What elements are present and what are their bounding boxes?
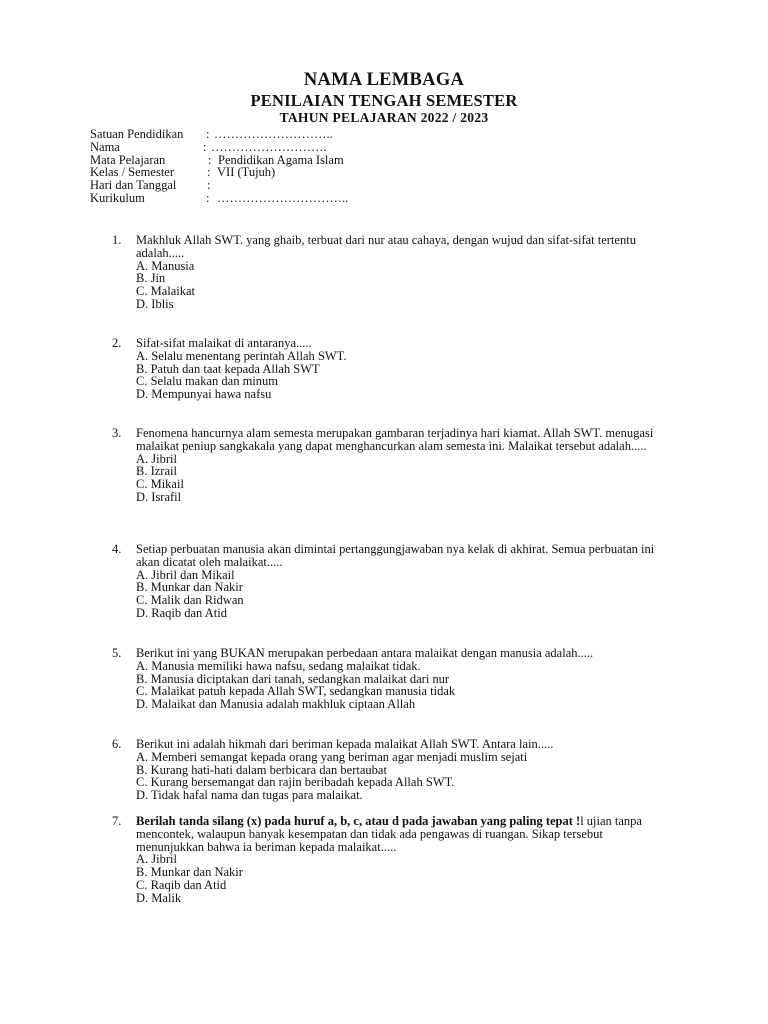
question-stem: Makhluk Allah SWT. yang ghaib, terbuat dari nur atau cahaya, dengan wujud dan sifat-sifat tertentu adalah..... [136,233,636,260]
question-number: 6. [112,737,122,751]
info-colon: : [203,139,207,154]
question-stem: Berilah tanda silang (x) pada huruf a, b, c, atau d pada jawaban yang paling tepat !l ujian tanpa mencontek, walaupun banyak kesempatan dan tidak ada pengawas di ruangan. Sikap tersebut menunjukkan bahwa ia beriman kepada malaikat..... [136,814,642,854]
option-c: C. Malaikat [136,284,196,299]
option-d: D. Israfil [136,489,182,504]
option-a: A. Manusia [136,258,195,273]
option-d: D. Iblis [136,296,174,311]
option-b: B. Munkar dan Nakir [136,580,243,595]
option-b: B. Jin [136,271,166,286]
info-label: Mata Pelajaran [90,152,166,167]
option-a: A. Jibril [136,451,177,466]
info-label: Kurikulum [90,190,145,205]
question-number: 4. [112,542,122,556]
question-stem: Berikut ini adalah hikmah dari beriman kepada malaikat Allah SWT. Antara lain..... [136,737,554,751]
info-label: Satuan Pendidikan [90,127,184,141]
instruction-text: Berilah tanda silang (x) pada huruf a, b, c, atau d pada jawaban yang paling tepat ! [136,814,581,828]
question-1 [112,234,672,311]
option-c: C. Kurang bersemangat dan rajin beribadah kepada Allah SWT. [136,775,455,790]
question-stem: Setiap perbuatan manusia akan dimintai pertanggungjawaban nya kelak di akhirat. Semua perbuatan ini akan dicatat oleh malaikat..... [136,542,655,569]
option-c: C. Selalu makan dan minum [136,374,278,389]
info-value: Pendidikan Agama Islam [218,152,344,167]
info-value: ………………………….. [217,190,349,205]
option-b: B. Kurang hati-hati dalam berbicara dan bertaubat [136,762,387,777]
exam-title: PENILAIAN TENGAH SEMESTER [250,91,518,110]
option-c: C. Malaikat patuh kepada Allah SWT, sedangkan manusia tidak [136,684,456,699]
question-7 [112,815,672,905]
option-c: C. Malik dan Ridwan [136,593,244,608]
option-d: D. Tidak hafal nama dan tugas para malaikat. [136,788,363,803]
info-value: ………………………. [211,139,327,154]
question-5 [112,647,672,711]
institution-name: NAMA LEMBAGA [303,70,465,90]
question-stem: Berikut ini yang BUKAN merupakan perbedaan antara malaikat dengan manusia adalah..... [136,646,594,660]
info-label: Hari dan Tanggal [90,178,177,193]
question-stem: Fenomena hancurnya alam semesta merupakan gambaran terjadinya hari kiamat. Allah SWT. menugasi malaikat peniup sangkakala yang dapat menghancurkan alam semesta ini. Malaikat tersebut adalah..... [136,426,654,453]
academic-year: TAHUN PELAJARAN 2022 / 2023 [279,110,489,125]
option-b: B. Izrail [136,464,177,479]
question-2 [112,337,672,401]
info-colon: : [206,190,210,205]
info-colon: : [207,178,211,193]
option-b: B. Patuh dan taat kepada Allah SWT [136,361,320,376]
info-colon: : [208,152,212,167]
info-colon: : [206,127,210,141]
option-d: D. Malaikat dan Manusia adalah makhluk ciptaan Allah [136,697,416,712]
info-label: Nama [90,139,120,154]
option-d: D. Raqib dan Atid [136,605,227,620]
question-number: 5. [112,646,122,660]
question-number: 3. [112,426,122,440]
info-value: VII (Tujuh) [217,165,276,180]
option-c: C. Mikail [136,477,184,492]
option-d: D. Malik [136,890,182,905]
option-a: A. Manusia memiliki hawa nafsu, sedang malaikat tidak. [136,658,421,673]
option-a: A. Jibril dan Mikail [136,567,235,582]
question-6 [112,738,672,802]
option-d: D. Mempunyai hawa nafsu [136,387,272,402]
question-number: 7. [112,814,122,828]
option-b: B. Munkar dan Nakir [136,865,243,880]
option-a: A. Jibril [136,852,177,867]
question-number: 2. [112,336,122,350]
question-number: 1. [112,233,122,247]
info-label: Kelas / Semester [90,165,175,180]
option-a: A. Selalu menentang perintah Allah SWT. [136,348,347,363]
option-b: B. Manusia diciptakan dari tanah, sedangkan malaikat dari nur [136,671,450,686]
question-4 [112,543,672,620]
option-a: A. Memberi semangat kepada orang yang beriman agar menjadi muslim sejati [136,749,528,764]
question-stem: Sifat-sifat malaikat di antaranya..... [136,336,312,350]
option-c: C. Raqib dan Atid [136,877,227,892]
question-3 [112,427,672,504]
info-value: ……………………….. [214,127,333,141]
info-colon: : [207,165,211,180]
